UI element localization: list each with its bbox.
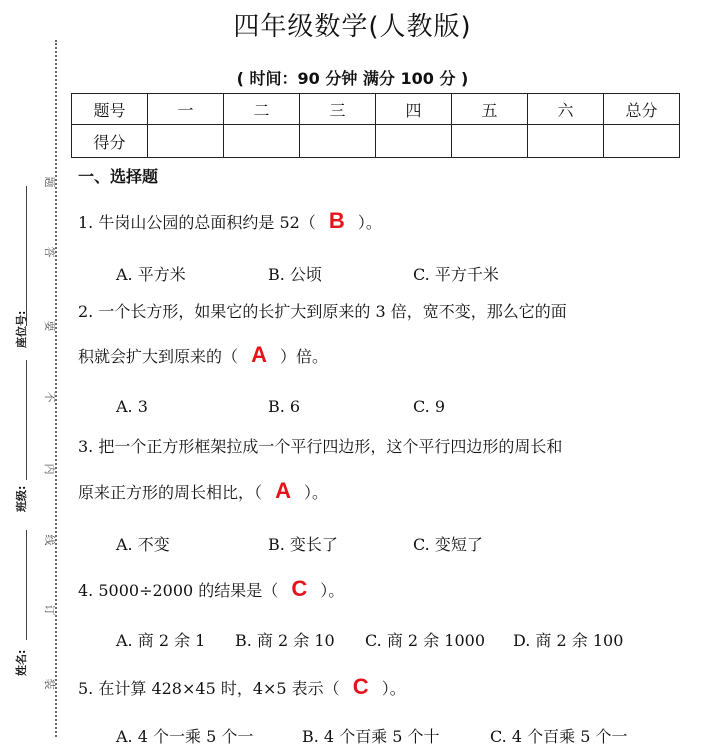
seat-number-label: 座位号: bbox=[15, 310, 28, 348]
question-text-end: ）。 bbox=[304, 483, 329, 502]
score-table-header-row bbox=[72, 94, 680, 125]
margin-char: 答 bbox=[43, 246, 56, 258]
score-input-cell[interactable] bbox=[300, 125, 376, 158]
margin-char: 要 bbox=[43, 320, 56, 332]
seat-number-line bbox=[26, 186, 27, 326]
option: A. 4 个一乘 5 个一 bbox=[116, 727, 254, 746]
score-row-label: 得分 bbox=[72, 125, 148, 158]
question-3-line2 bbox=[78, 478, 328, 504]
score-input-cell[interactable] bbox=[148, 125, 224, 158]
score-table-score-row bbox=[72, 125, 680, 158]
question-text: 原来正方形的周长相比，（ bbox=[78, 483, 263, 502]
margin-char: 线 bbox=[43, 534, 56, 546]
score-input-cell[interactable] bbox=[452, 125, 528, 158]
option: A. 平方米 bbox=[116, 265, 186, 284]
option: B. 6 bbox=[268, 397, 301, 416]
score-cell: 四 bbox=[376, 94, 452, 125]
question-text-end: ）。 bbox=[381, 679, 406, 698]
question-text-end: ）。 bbox=[357, 213, 382, 232]
answer-mark: B bbox=[328, 208, 345, 233]
option: C. 商 2 余 1000 bbox=[365, 631, 486, 650]
question-text-end: ）。 bbox=[320, 581, 345, 600]
class-line bbox=[26, 360, 27, 480]
score-table bbox=[71, 93, 680, 158]
question-1 bbox=[78, 208, 382, 234]
score-cell: 五 bbox=[452, 94, 528, 125]
score-cell: 题号 bbox=[72, 94, 148, 125]
score-cell: 一 bbox=[148, 94, 224, 125]
score-input-cell[interactable] bbox=[224, 125, 300, 158]
margin-char: 不 bbox=[43, 391, 56, 403]
score-cell: 三 bbox=[300, 94, 376, 125]
question-5 bbox=[78, 674, 406, 700]
answer-mark: A bbox=[251, 342, 267, 367]
option: C. 变短了 bbox=[413, 535, 483, 554]
question-2-line2 bbox=[78, 342, 328, 368]
option: A. 3 bbox=[116, 397, 148, 416]
score-cell: 总分 bbox=[604, 94, 680, 125]
score-cell: 六 bbox=[528, 94, 604, 125]
question-3-line1: 3. 把一个正方形框架拉成一个平行四边形，这个平行四边形的周长和 bbox=[78, 437, 563, 456]
option: A. 不变 bbox=[116, 535, 170, 554]
question-2-line1: 2. 一个长方形，如果它的长扩大到原来的 3 倍，宽不变，那么它的面 bbox=[78, 302, 567, 321]
option: C. 9 bbox=[413, 397, 446, 416]
score-input-cell[interactable] bbox=[376, 125, 452, 158]
margin-char: 题 bbox=[43, 176, 56, 188]
margin-char: 内 bbox=[43, 463, 56, 475]
page-title: 四年级数学(人教版) bbox=[233, 12, 472, 42]
score-input-cell[interactable] bbox=[528, 125, 604, 158]
option: B. 商 2 余 10 bbox=[235, 631, 335, 650]
option: B. 4 个百乘 5 个十 bbox=[302, 727, 440, 746]
option: B. 变长了 bbox=[268, 535, 338, 554]
question-4 bbox=[78, 576, 344, 602]
option: A. 商 2 余 1 bbox=[116, 631, 206, 650]
option: D. 商 2 余 100 bbox=[513, 631, 624, 650]
score-cell: 二 bbox=[224, 94, 300, 125]
name-line bbox=[26, 530, 27, 640]
section-title: 一、选择题 bbox=[78, 167, 159, 186]
answer-mark: C bbox=[291, 576, 308, 601]
option: C. 4 个百乘 5 个一 bbox=[490, 727, 628, 746]
question-text: 积就会扩大到原来的（ bbox=[78, 347, 239, 366]
question-text-end: ）倍。 bbox=[280, 347, 329, 366]
option: C. 平方千米 bbox=[413, 265, 499, 284]
exam-time-info: ( 时间：90 分钟 满分 100 分 ) bbox=[236, 69, 469, 88]
score-input-cell[interactable] bbox=[604, 125, 680, 158]
margin-char: 装 bbox=[43, 678, 56, 690]
class-label: 班级: bbox=[15, 485, 28, 512]
answer-mark: C bbox=[352, 674, 369, 699]
option: B. 公顷 bbox=[268, 265, 322, 284]
question-text: 4. 5000÷2000 的结果是（ bbox=[78, 581, 279, 600]
margin-char: 订 bbox=[43, 604, 56, 616]
name-label: 姓名: bbox=[15, 649, 28, 676]
answer-mark: A bbox=[275, 478, 291, 503]
question-text: 1. 牛岗山公园的总面积约是 52（ bbox=[78, 213, 316, 232]
question-text: 5. 在计算 428×45 时，4×5 表示（ bbox=[78, 679, 340, 698]
